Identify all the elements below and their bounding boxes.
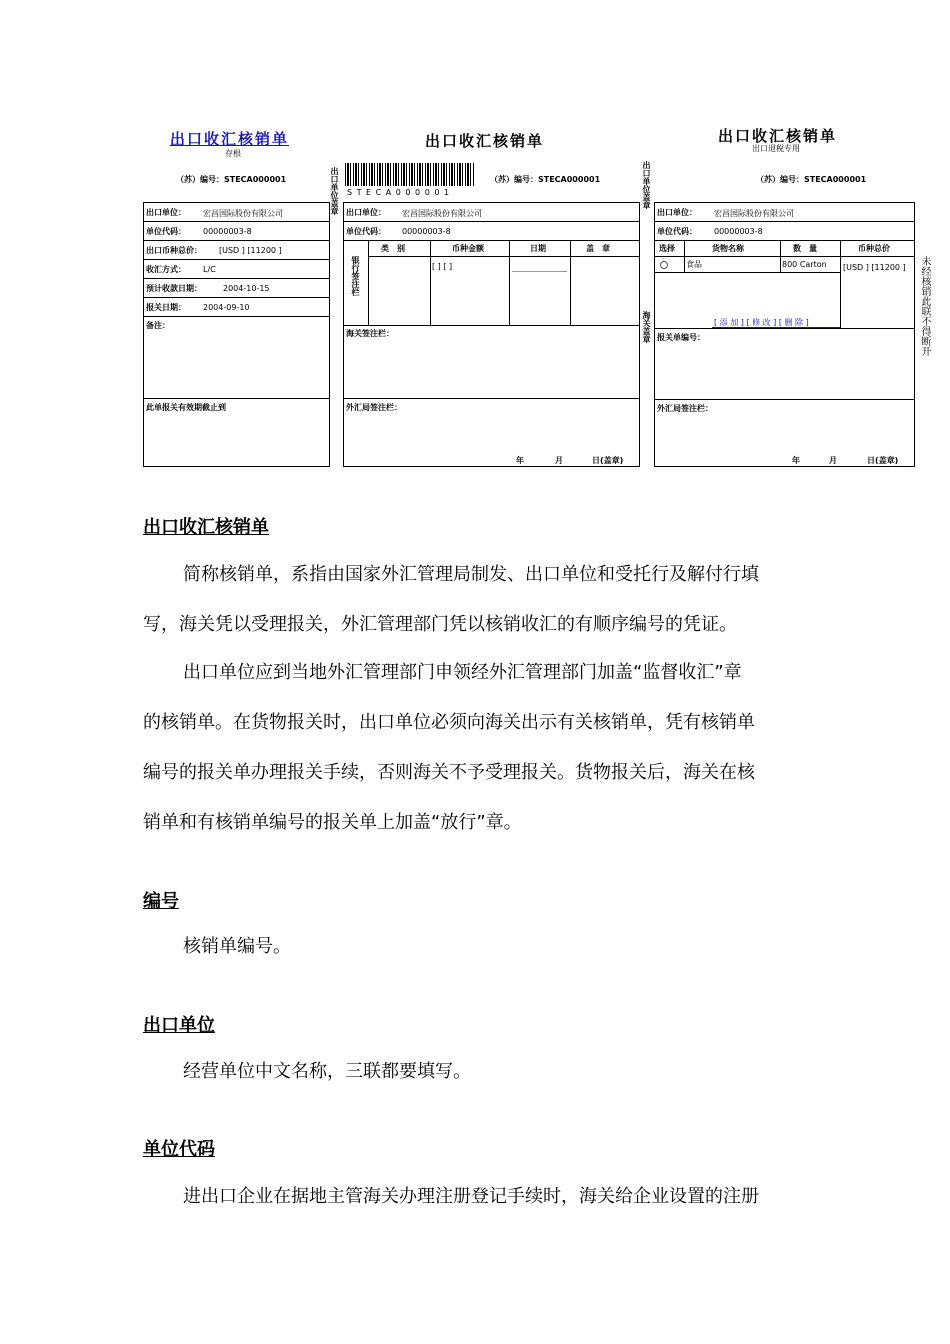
form3-header-qty: 数 量 (793, 244, 817, 253)
paragraph-line: 销单和有核销单编号的报关单上加盖“放行”章。 (143, 812, 522, 833)
form3-header-total: 币种总价 (858, 244, 890, 253)
form3-number: （苏）编号：STECA000001 (756, 175, 867, 184)
form3-code-label: 单位代码： (657, 227, 697, 236)
section-heading-form: 出口收汇核销单 (143, 517, 269, 538)
form2-code-label: 单位代码： (346, 227, 386, 236)
form3-forex-label: 外汇局签注栏： (657, 404, 713, 413)
form2-number: （苏）编号：STECA000001 (490, 175, 601, 184)
form3-year: 年 (792, 456, 800, 465)
form2-month: 月 (555, 456, 563, 465)
paragraph-definition (143, 550, 823, 650)
form1-declare-value: 2004-09-10 (203, 303, 250, 312)
paragraph-line: 核销单编号。 (183, 936, 291, 957)
paragraph-number (143, 922, 823, 972)
form3-code-value: 00000003-8 (714, 227, 763, 236)
paragraph-line: 编号的报关单办理报关手续，否则海关不予受理报关。货物报关后，海关在核 (143, 762, 755, 783)
form2-amount-input[interactable]: [ ] [ ] (432, 262, 453, 271)
form3-side-stamp: 海关盖章 (642, 311, 651, 343)
form1-expected-label: 预计收款日期： (146, 284, 202, 293)
form3-quantity: 800 Carton (782, 260, 827, 269)
paragraph-procedure (143, 648, 823, 848)
form1-remark-label: 备注： (146, 321, 170, 330)
section-heading-unit: 出口单位 (143, 1015, 215, 1036)
form2-unit-value: 宏昌国际股份有限公司 (402, 209, 482, 218)
form2-header-stamp: 盖 章 (586, 244, 610, 253)
paragraph-line: 的核销单。在货物报关时，出口单位必须向海关出示有关核销单，凭有核销单 (143, 712, 755, 733)
paragraph-code (143, 1172, 823, 1222)
paragraph-line: 进出口企业在据地主管海关办理注册登记手续时，海关给企业设置的注册 (183, 1186, 759, 1207)
form2-code-value: 00000003-8 (402, 227, 451, 236)
form1-footer: 此单报关有效期截止到 (146, 403, 226, 412)
section-heading-number: 编号 (143, 891, 179, 912)
form3-unit-value: 宏昌国际股份有限公司 (714, 209, 794, 218)
form2-side-stamp-right: 出口单位盖章 (642, 161, 651, 209)
barcode-image (345, 163, 475, 186)
paragraph-line: 写，海关凭以受理报关，外汇管理部门凭以核销收汇的有顺序编号的凭证。 (143, 614, 737, 635)
form1-method-value: L/C (203, 265, 216, 274)
form3-goods-name: 食品 (686, 260, 702, 269)
form3-title: 出口收汇核销单 (718, 127, 838, 145)
form3-side-note: 未经核销此联不得断开 (919, 256, 930, 356)
form1-method-label: 收汇方式： (146, 265, 186, 274)
form3-header-goods: 货物名称 (712, 244, 744, 253)
form2-side-stamp-left: 出口单位盖章 (330, 167, 339, 215)
form3-action-buttons[interactable]: [ 添 加 ] [ 修 改 ] [ 删 除 ] (714, 318, 809, 327)
form2-unit-label: 出口单位： (346, 208, 386, 217)
form1-expected-value: 2004-10-15 (223, 284, 270, 293)
form1-number: （苏）编号：STECA000001 (176, 175, 287, 184)
paragraph-line: 简称核销单，系指由国家外汇管理局制发、出口单位和受托行及解付行填 (183, 564, 759, 585)
form3-select-radio[interactable] (660, 261, 668, 269)
form2-header-category: 类 别 (381, 244, 405, 253)
form2-header-date: 日期 (530, 244, 546, 253)
form1-frame (143, 202, 330, 467)
paragraph-line: 经营单位中文名称，三联都要填写。 (183, 1061, 471, 1082)
paragraph-unit (143, 1047, 823, 1097)
paragraph-line: 出口单位应到当地外汇管理部门申领经外汇管理部门加盖“监督收汇”章 (183, 662, 742, 683)
section-heading-code: 单位代码 (143, 1139, 215, 1160)
form3-unit-label: 出口单位： (657, 208, 697, 217)
form2-year: 年 (516, 456, 524, 465)
form3-total: [USD ] [11200 ] (843, 263, 906, 272)
form2-customs-label: 海关签注栏： (346, 329, 394, 338)
form2-bank-label: 银行签注栏 (351, 256, 360, 296)
form1-total-value: [USD ] [11200 ] (219, 246, 282, 255)
form2-date-input[interactable] (512, 271, 567, 272)
form3-day: 日(盖章) (867, 456, 899, 465)
form3-subtitle: 出口退税专用 (752, 144, 800, 153)
form3-declaration-label: 报关单编号： (657, 333, 705, 342)
form2-title: 出口收汇核销单 (425, 132, 545, 150)
form2-barcode-text: S T E C A 0 0 0 0 0 1 (347, 188, 451, 197)
form2-header-amount: 币种金额 (452, 244, 484, 253)
form1-code-value: 00000003-8 (203, 227, 252, 236)
form1-total-label: 出口币种总价： (146, 246, 202, 255)
form1-unit-label: 出口单位： (146, 208, 186, 217)
form1-declare-label: 报关日期： (146, 303, 186, 312)
form2-day: 日(盖章) (592, 456, 624, 465)
form1-unit-value: 宏昌国际股份有限公司 (203, 209, 283, 218)
form1-title[interactable]: 出口收汇核销单 (170, 130, 290, 148)
form3-header-select: 选择 (659, 244, 675, 253)
form1-code-label: 单位代码： (146, 227, 186, 236)
form3-month: 月 (829, 456, 837, 465)
form1-subtitle: 存根 (225, 149, 241, 158)
form2-forex-label: 外汇局签注栏： (346, 403, 402, 412)
